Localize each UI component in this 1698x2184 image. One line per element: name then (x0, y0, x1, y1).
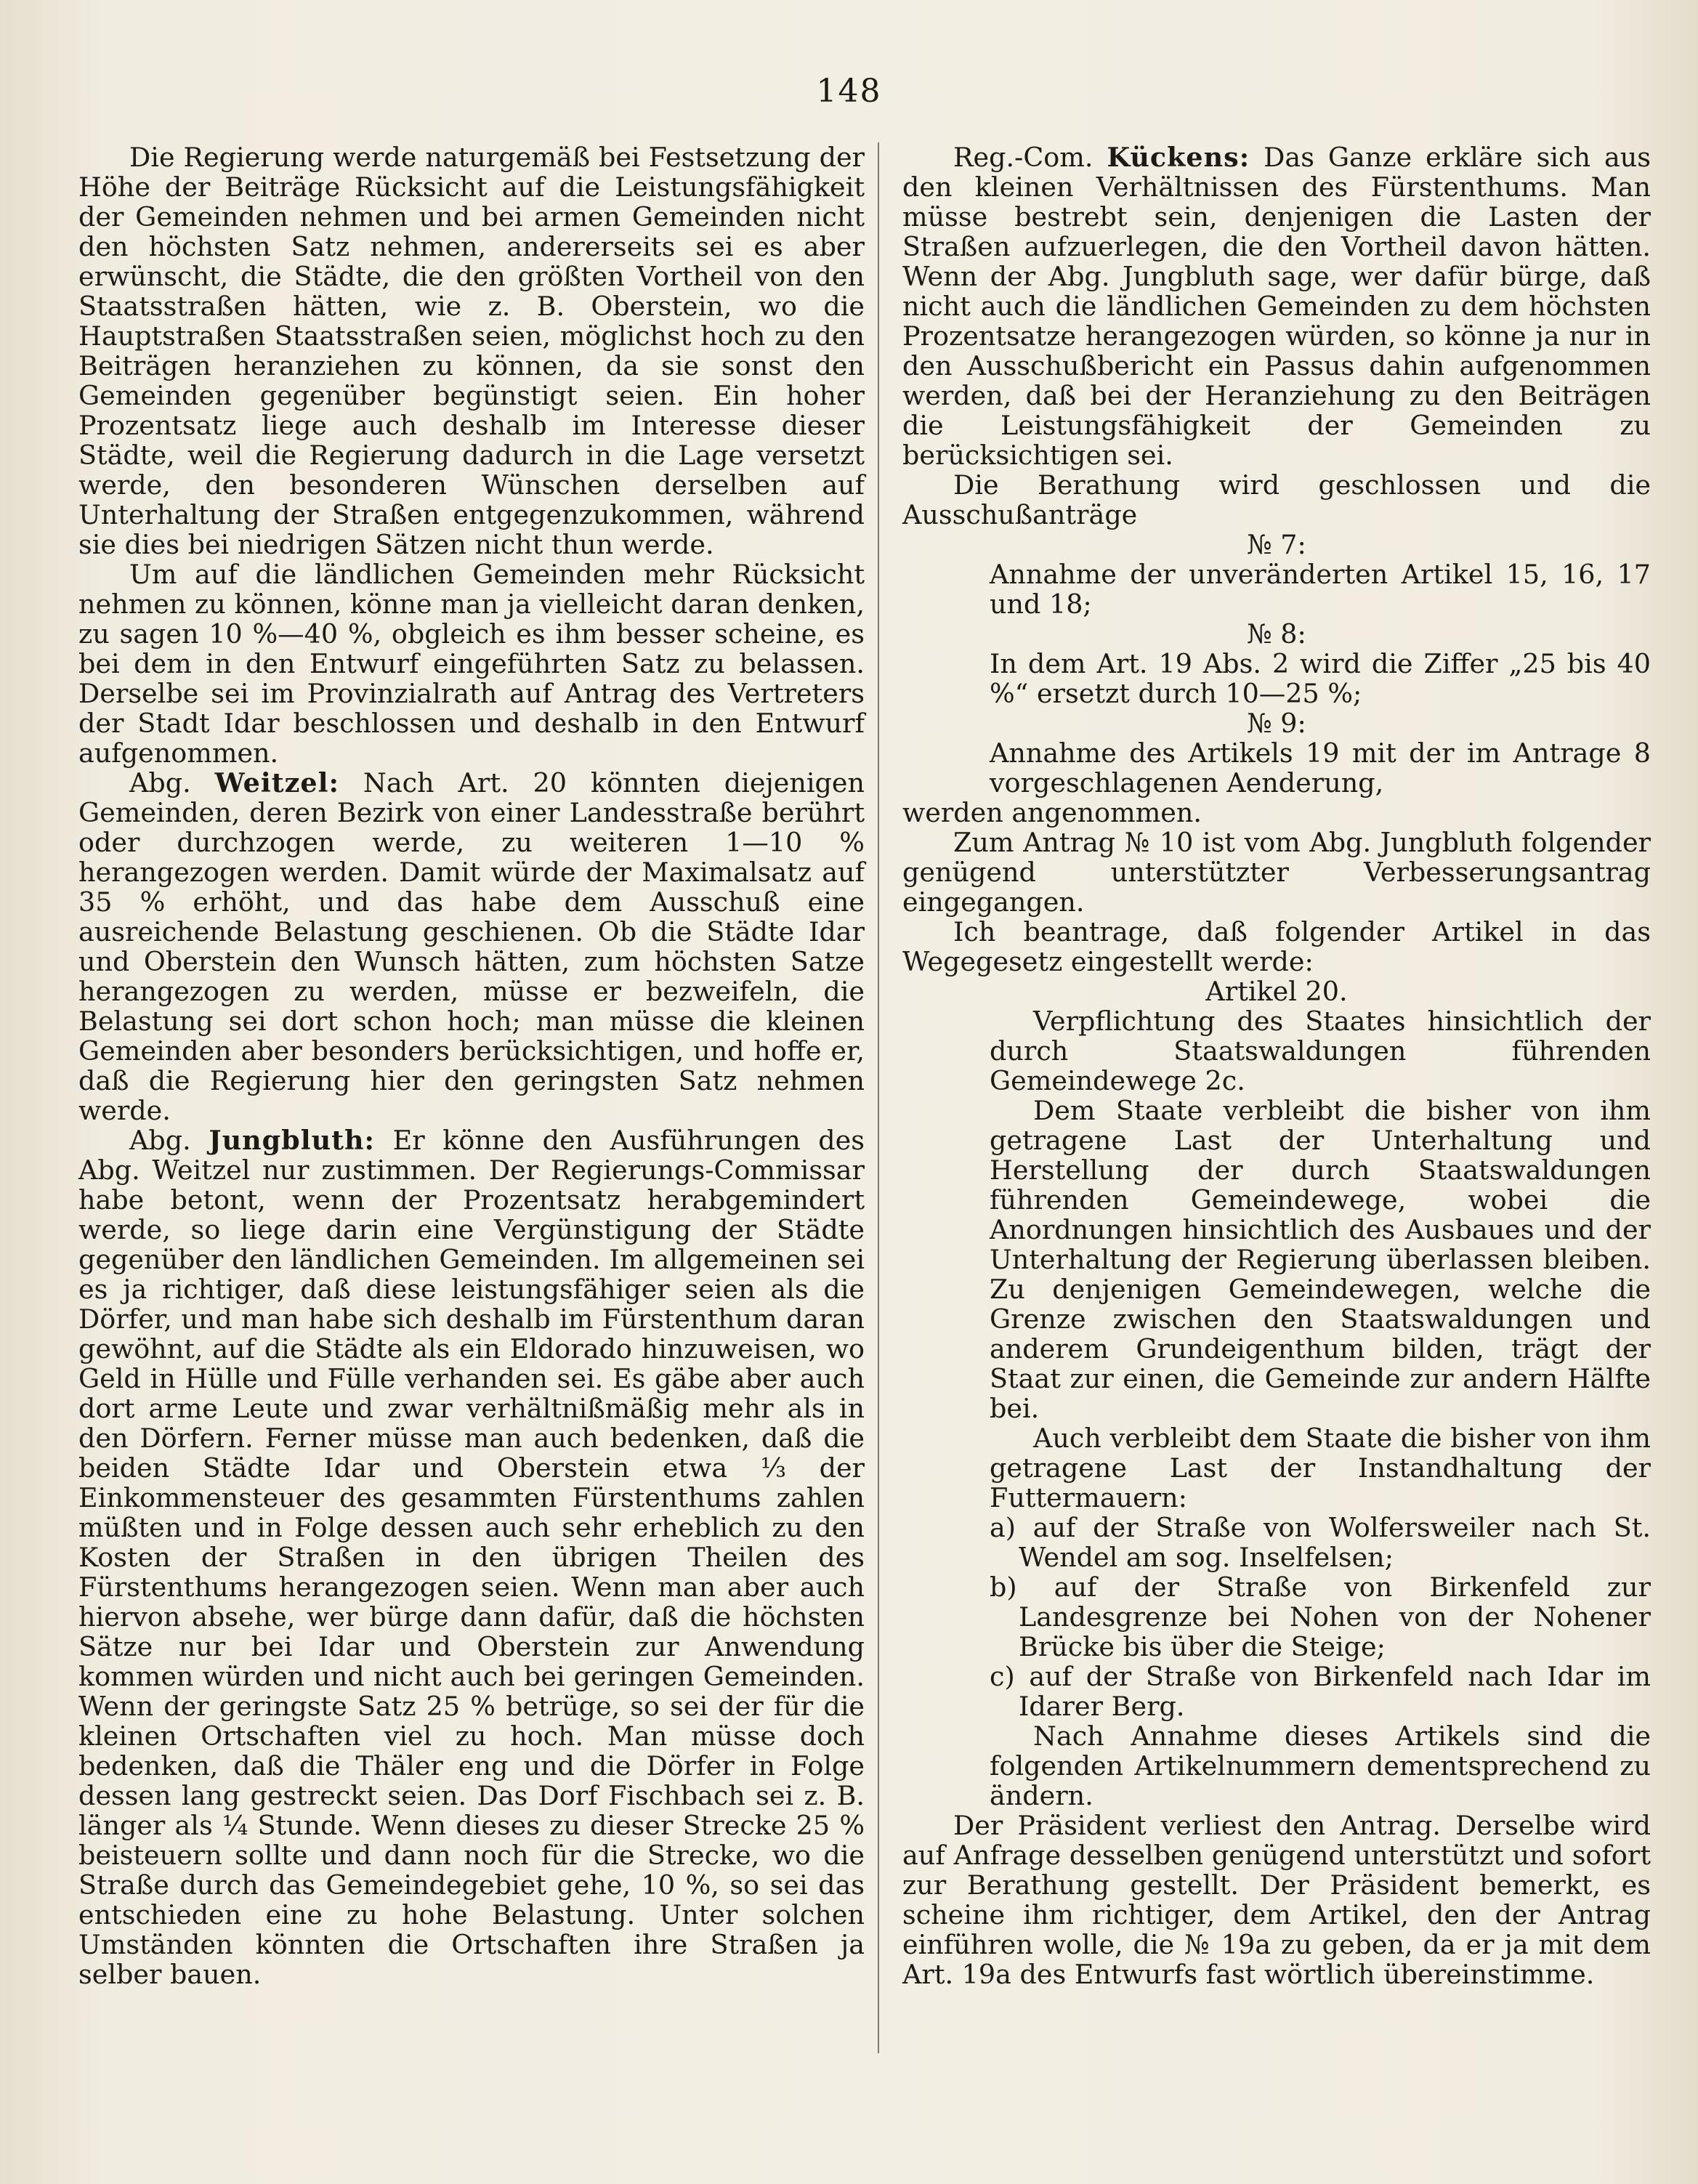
article-list-item: a) auf der Straße von Wolfersweiler nach St. Wendel am sog. Inselfelsen; (990, 1512, 1651, 1573)
paragraph: Zum Antrag № 10 ist vom Abg. Jungbluth folgender genügend unterstützter Verbesserungsantrag eingegangen. (902, 827, 1651, 918)
motion-number: № 7: (1247, 529, 1306, 560)
left-column (78, 142, 865, 1989)
article-text: Auch verbleibt dem Staate die bisher von ihm getragene Last der Instandhaltung der Futtermauern: (990, 1423, 1651, 1513)
speaker-prefix: Abg. (129, 767, 191, 798)
speech-jungbluth: Abg. Jungbluth: Er könne den Ausführungen des Abg. Weitzel nur zustimmen. Der Regierungs-Commissar habe betont, wenn der Prozentsatz herabgemindert werde, so liege darin eine Vergünstigung der Städte gegenüber den ländlichen Gemeinden. Im allgemeinen sei es ja richtiger, daß diese leistungsfähiger seien als die Dörfer, und man habe sich deshalb im Fürstenthum daran gewöhnt, auf die Städte als ein Eldorado hinzuweisen, wo Geld in Hülle und Fülle verhanden sei. Es gäbe aber auch dort arme Leute und zwar verhältnißmäßig mehr als in den Dörfern. Ferner müsse man auch bedenken, daß die beiden Städte Idar und Oberstein etwa ⅓ der Einkommensteuer des gesammten Fürstenthums zahlen müßten und in Folge dessen auch sehr erheblich zu den Kosten der Straßen in den übrigen Theilen des Fürstenthums herangezogen seien. Wenn man aber auch hiervon absehe, wer bürge dann dafür, daß die höchsten Sätze nur bei Idar und Oberstein zur Anwendung kommen würden und nicht auch bei geringen Gemeinden. Wenn der geringste Satz 25 % betrüge, so sei der für die kleinen Ortschaften viel zu hoch. Man müsse doch bedenken, daß die Thäler eng und die Dörfer in Folge dessen lang gestreckt seien. Das Dorf Fischbach sei z. B. länger als ¼ Stunde. Wenn dieses zu dieser Strecke 25 % beisteuern sollte und dann noch für die Strecke, wo die Straße durch das Gemeindegebiet gehe, 10 %, so sei das entschieden eine zu hohe Belastung. Unter solchen Umständen könnten die Ortschaften ihre Straßen ja selber bauen. (78, 1125, 865, 1990)
article-heading: Artikel 20. (1205, 976, 1348, 1007)
speaker-prefix: Reg.-Com. (953, 142, 1093, 173)
paragraph: Um auf die ländlichen Gemeinden mehr Rücksicht nehmen zu können, könne man ja vielleicht daran denken, zu sagen 10 %—40 %, obgleich es ihm besser scheine, es bei dem in den Entwurf eingeführten Satz zu belassen. Derselbe sei im Provinzialrath auf Antrag des Vertreters der Stadt Idar beschlossen und deshalb in den Entwurf aufgenommen. (78, 559, 865, 769)
speaker-name: Weitzel: (214, 767, 339, 798)
speaker-prefix: Abg. (129, 1125, 191, 1156)
paragraph: Der Präsident verliest den Antrag. Derselbe wird auf Anfrage desselben genügend unterstützt und sofort zur Berathung gestellt. Der Präsident bemerkt, es scheine ihm richtiger, dem Artikel, den der Antrag einführen wolle, die № 19a zu geben, da er ja mit dem Art. 19a des Entwurfs fast wörtlich übereinstimme. (902, 1810, 1651, 1990)
paragraph: Ich beantrage, daß folgender Artikel in das Wegegesetz eingestellt werde: (902, 916, 1651, 977)
paragraph: Die Berathung wird geschlossen und die Ausschußanträge (902, 469, 1651, 530)
motion-number: № 8: (1247, 618, 1306, 650)
motion-text: Annahme des Artikels 19 mit der im Antrage 8 vorgeschlagenen Aenderung, (990, 737, 1651, 798)
paragraph: Die Regierung werde naturgemäß bei Festsetzung der Höhe der Beiträge Rücksicht auf die Leistungsfähigkeit der Gemeinden nehmen und bei armen Gemeinden nicht den höchsten Satz nehmen, andererseits sei es aber erwünscht, die Städte, die den größten Vortheil von den Staatsstraßen hätten, wie z. B. Oberstein, wo die Hauptstraßen Staatsstraßen seien, möglichst hoch zu den Beiträgen heranziehen zu können, da sie sonst den Gemeinden gegenüber begünstigt seien. Ein hoher Prozentsatz liege auch deshalb im Interesse dieser Städte, weil die Regierung dadurch in die Lage versetzt werde, den besonderen Wünschen derselben auf Unterhaltung der Straßen entgegenzukommen, während sie dies bei niedrigen Sätzen nicht thun werde. (78, 142, 865, 560)
motion-text: Annahme der unveränderten Artikel 15, 16, 17 und 18; (990, 559, 1651, 620)
page-number: 148 (816, 73, 882, 110)
motion-text: In dem Art. 19 Abs. 2 wird die Ziffer „25 bis 40 %“ ersetzt durch 10—25 %; (990, 648, 1651, 709)
speaker-name: Jungbluth: (209, 1125, 375, 1156)
article-list-item: c) auf der Straße von Birkenfeld nach Idar im Idarer Berg. (990, 1661, 1651, 1722)
speaker-name: Kückens: (1107, 142, 1250, 173)
column-divider (878, 142, 879, 2053)
paragraph: werden angenommen. (902, 797, 1202, 828)
article-text: Nach Annahme dieses Artikels sind die folgenden Artikelnummern dementsprechend zu ändern. (990, 1720, 1651, 1811)
article-text: Dem Staate verbleibt die bisher von ihm getragene Last der Unterhaltung und Herstellung der durch Staatswaldungen führenden Gemeindewege, wobei die Anordnungen hinsichtlich des Ausbaues und der Unterhaltung der Regierung überlassen bleiben. Zu denjenigen Gemeindewegen, welche die Grenze zwischen den Staatswaldungen und anderem Grundeigenthum bilden, trägt der Staat zur einen, die Gemeinde zur andern Hälfte bei. (990, 1095, 1651, 1424)
speech-weitzel: Abg. Weitzel: Nach Art. 20 könnten diejenigen Gemeinden, deren Bezirk von einer Landesstraße berührt oder durchzogen werde, zu weiteren 1—10 % herangezogen werden. Damit würde der Maximalsatz auf 35 % erhöht, und das habe dem Ausschuß eine ausreichende Belastung geschienen. Ob die Städte Idar und Oberstein den Wunsch hätten, zum höchsten Satze herangezogen zu werden, müsse er bezweifeln, die Belastung sei dort schon hoch; man müsse die kleinen Gemeinden aber besonders berücksichtigen, und hoffe er, daß die Regierung hier den geringsten Satz nehmen werde. (78, 767, 865, 1126)
speech-kueckens: Reg.-Com. Kückens: Das Ganze erkläre sich aus den kleinen Verhältnissen des Fürstenthums. Man müsse bestrebt sein, denjenigen die Lasten der Straßen aufzuerlegen, die den Vortheil davon hätten. Wenn der Abg. Jungbluth sage, wer dafür bürge, daß nicht auch die ländlichen Gemeinden zu dem höchsten Prozentsatze herangezogen würden, so könne ja nur in den Ausschußbericht ein Passus dahin aufgenommen werden, daß bei der Heranziehung zu den Beiträgen die Leistungsfähigkeit der Gemeinden zu berücksichtigen sei. (902, 142, 1651, 471)
article-text: Verpflichtung des Staates hinsichtlich der durch Staatswaldungen führenden Gemeindewege 2c. (990, 1006, 1651, 1096)
article-list-item: b) auf der Straße von Birkenfeld zur Landesgrenze bei Nohen von der Nohener Brücke bis über die Steige; (990, 1572, 1651, 1662)
right-column (902, 142, 1651, 1989)
motion-number: № 9: (1247, 708, 1306, 739)
